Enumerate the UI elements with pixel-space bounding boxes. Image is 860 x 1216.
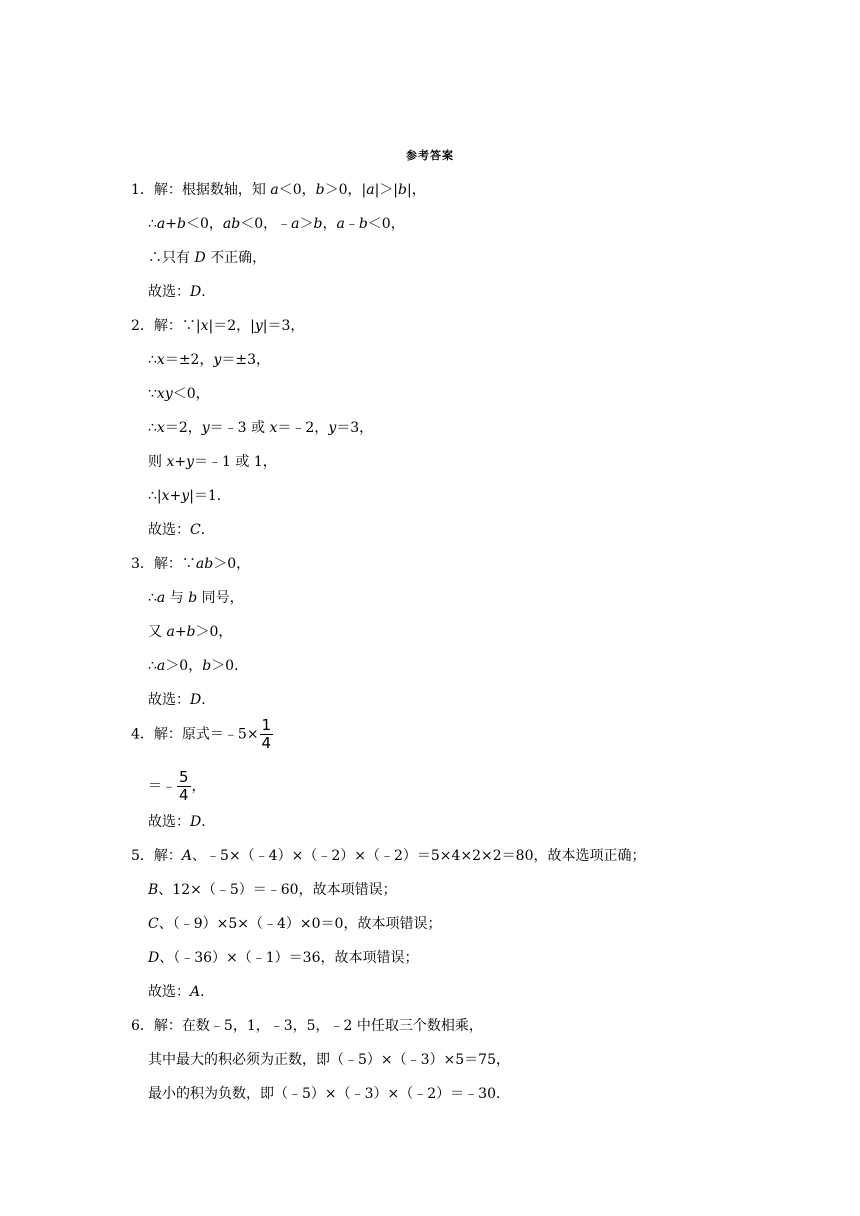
answer-line: ∴a+b＜0，ab＜0，﹣a＞b，a﹣b＜0， [148, 216, 405, 232]
answer-line: 故选：D． [148, 284, 216, 300]
answer-line: 故选：C． [148, 522, 215, 538]
answer-line: 故选：D． [148, 814, 216, 830]
answer-line: 5．解：A、﹣5×（﹣4）×（﹣2）×（﹣2）＝5×4×2×2＝80，故本选项正确； [131, 848, 646, 864]
answer-line: ∴a＞0，b＞0． [148, 658, 249, 674]
answer-line: ∵xy＜0， [148, 386, 210, 402]
answer-line: 又 a+b＞0， [148, 624, 233, 640]
answer-line: 3．解：∵ab＞0， [131, 556, 251, 572]
answer-line: 其中最大的积必须为正数，即（﹣5）×（﹣3）×5＝75， [148, 1052, 510, 1068]
answer-line: 则 x+y＝﹣1 或 1， [148, 454, 277, 470]
answer-line: B、12×（﹣5）＝﹣60，故本项错误； [148, 882, 397, 898]
answer-line: D、（﹣36）×（﹣1）＝36，故本项错误； [148, 950, 419, 966]
answer-line: 最小的积为负数，即（﹣5）×（﹣3）×（﹣2）＝﹣30． [148, 1086, 510, 1102]
answer-line: C、（﹣9）×5×（﹣4）×0＝0，故本项错误； [148, 916, 442, 932]
answer-line: ∴a 与 b 同号， [148, 590, 244, 606]
answer-line: ∴x＝2，y＝﹣3 或 x＝﹣2，y＝3， [148, 420, 374, 436]
answer-line: 1．解：根据数轴，知 a＜0，b＞0，|a|＞|b|， [131, 182, 426, 198]
answer-line: ∴只有 D 不正确， [148, 250, 267, 266]
answer-line: ∴x＝±2，y＝±3， [148, 352, 271, 368]
answer-line: 故选：A． [148, 984, 215, 1000]
answer-line: 6．解：在数﹣5，1，﹣3，5，﹣2 中任取三个数相乘， [131, 1018, 483, 1034]
page-title: 参考答案 [406, 149, 454, 162]
answer-line: 2．解：∵|x|＝2，|y|＝3， [131, 318, 305, 334]
answer-line: ∴|x+y|＝1． [148, 488, 231, 504]
answer-line: 4．解：原式＝﹣5× $\frac{1}{4}$ [131, 716, 272, 752]
answer-line: ＝﹣ $\frac{5}{4}$ ， [148, 768, 206, 804]
answer-line: 故选：D． [148, 692, 216, 708]
